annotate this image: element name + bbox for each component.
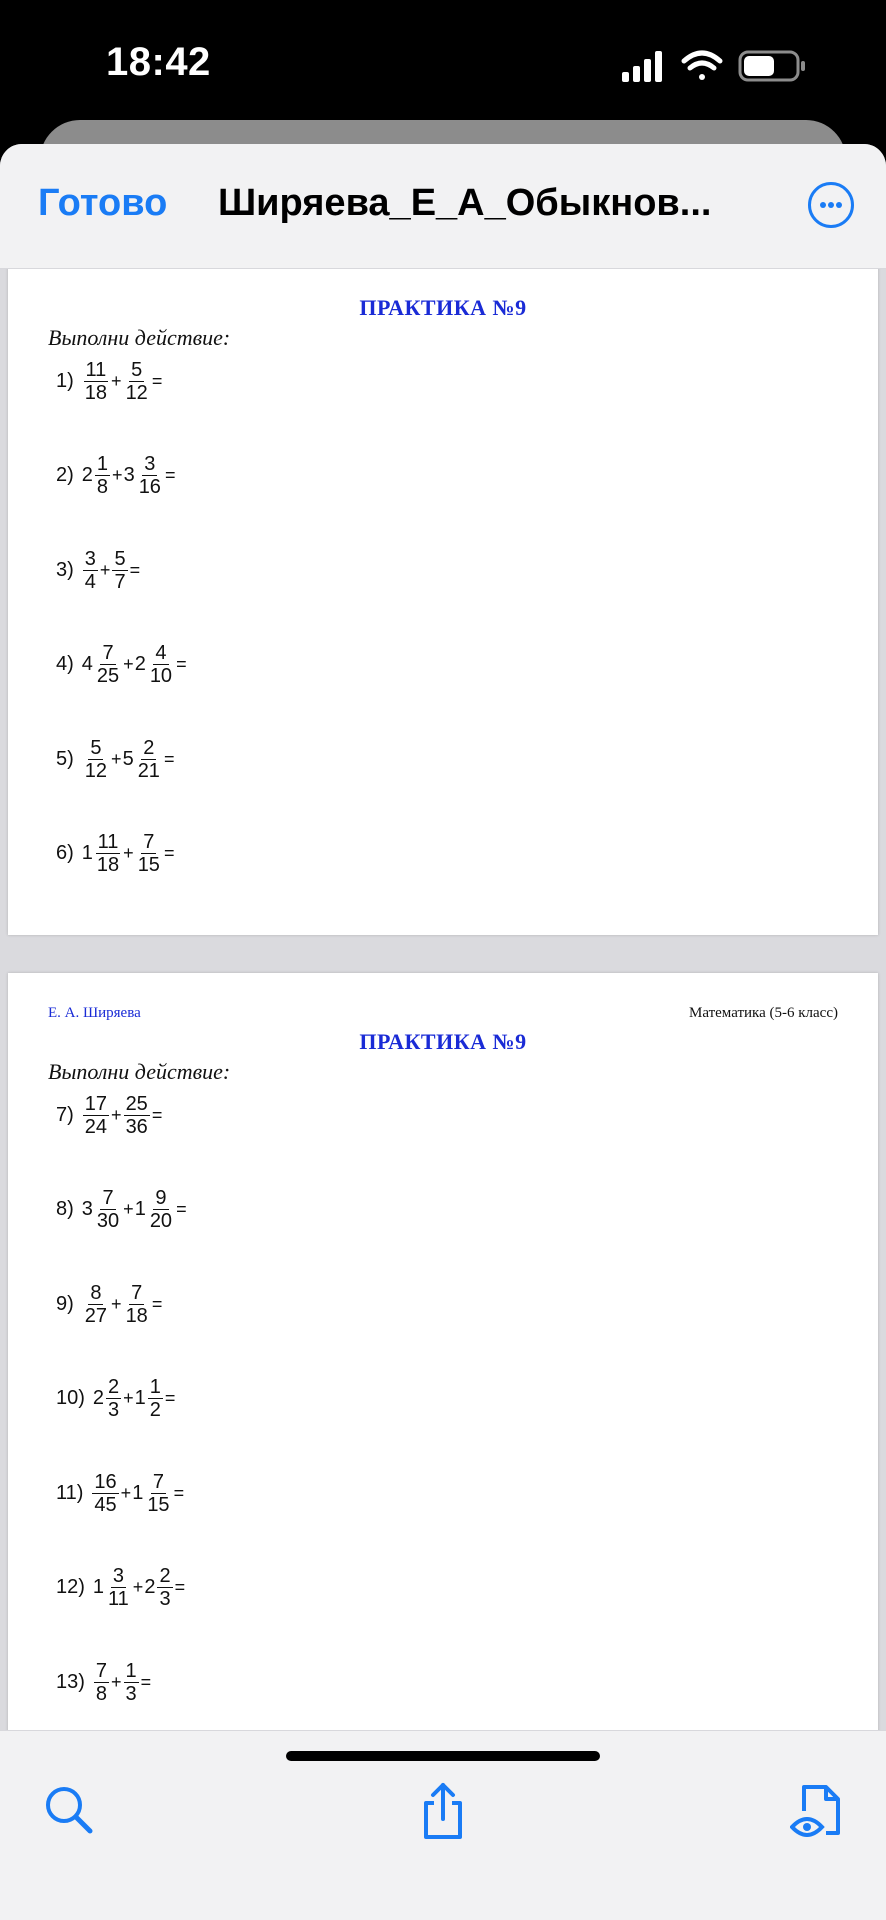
pdf-page-1 bbox=[8, 269, 878, 935]
fraction bbox=[92, 1471, 118, 1516]
fraction bbox=[145, 1471, 171, 1516]
problem-expression bbox=[82, 453, 177, 498]
denominator: 4 bbox=[84, 570, 96, 593]
fraction bbox=[83, 548, 98, 593]
problem-expression bbox=[93, 1376, 177, 1421]
denominator: 24 bbox=[84, 1115, 108, 1138]
document-sheet bbox=[0, 144, 886, 1920]
numerator: 2 bbox=[143, 736, 155, 759]
fraction bbox=[148, 642, 174, 687]
problem-item bbox=[56, 829, 175, 879]
problem-expression bbox=[82, 1282, 164, 1327]
whole-part: 2 bbox=[134, 653, 146, 675]
problem-expression bbox=[82, 359, 164, 404]
problem-number: 3) bbox=[56, 558, 74, 581]
fraction bbox=[124, 1660, 139, 1705]
denominator: 20 bbox=[149, 1210, 173, 1232]
whole-part: 1 bbox=[132, 1481, 144, 1504]
instruction-text: Выполни действие: bbox=[48, 1059, 231, 1084]
denominator: 21 bbox=[137, 759, 160, 782]
numerator: 11 bbox=[85, 358, 107, 381]
plus-operator: + bbox=[123, 654, 134, 674]
fraction bbox=[136, 831, 162, 876]
whole-part: 3 bbox=[123, 464, 135, 486]
whole-part: 2 bbox=[81, 464, 93, 486]
numerator: 7 bbox=[152, 1470, 164, 1493]
fraction bbox=[106, 1376, 121, 1421]
more-options-icon[interactable] bbox=[808, 182, 854, 228]
whole-part: 2 bbox=[144, 1576, 156, 1598]
fraction bbox=[106, 1565, 131, 1610]
problem-number: 9) bbox=[56, 1292, 74, 1315]
numerator: 2 bbox=[159, 1565, 171, 1587]
numerator: 1 bbox=[149, 1376, 161, 1398]
done-button[interactable]: Готово bbox=[38, 182, 168, 224]
problem-number: 7) bbox=[56, 1103, 74, 1126]
numerator: 5 bbox=[90, 736, 102, 759]
problem-number: 12) bbox=[56, 1576, 85, 1598]
fraction bbox=[83, 737, 109, 782]
fraction bbox=[83, 1282, 109, 1327]
problem-number: 2) bbox=[56, 464, 74, 486]
plus-operator: + bbox=[99, 559, 111, 580]
problem-item bbox=[56, 1657, 152, 1707]
denominator: 3 bbox=[125, 1682, 137, 1705]
denominator: 15 bbox=[147, 1493, 170, 1516]
denominator: 12 bbox=[84, 759, 108, 782]
denominator: 27 bbox=[84, 1304, 108, 1327]
whole-part: 1 bbox=[92, 1576, 105, 1598]
battery-icon bbox=[740, 52, 805, 80]
fraction bbox=[137, 453, 163, 498]
fraction bbox=[157, 1565, 172, 1610]
problem-expression bbox=[93, 1660, 152, 1705]
denominator: 10 bbox=[149, 665, 173, 687]
equals-sign: = bbox=[163, 843, 175, 863]
equals-sign: = bbox=[129, 559, 141, 580]
wifi-icon bbox=[684, 53, 720, 80]
numerator: 5 bbox=[114, 547, 126, 570]
equals-sign: = bbox=[151, 1104, 163, 1125]
whole-part: 5 bbox=[122, 747, 134, 770]
numerator: 11 bbox=[97, 831, 119, 853]
status-bar bbox=[0, 0, 886, 130]
denominator: 15 bbox=[137, 854, 160, 876]
numerator: 3 bbox=[84, 547, 96, 570]
instruction-text: Выполни действие: bbox=[48, 325, 231, 350]
denominator: 36 bbox=[125, 1115, 148, 1138]
search-icon[interactable] bbox=[42, 1781, 96, 1841]
numerator: 7 bbox=[102, 642, 114, 664]
status-time: 18:42 bbox=[106, 40, 211, 84]
plus-operator: + bbox=[123, 843, 134, 863]
whole-part: 3 bbox=[81, 1198, 93, 1220]
problem-item bbox=[56, 1374, 176, 1424]
problem-item bbox=[56, 1468, 185, 1518]
practice-title: ПРАКТИКА №9 bbox=[359, 295, 527, 320]
plus-operator: + bbox=[120, 1482, 132, 1503]
denominator: 25 bbox=[96, 665, 120, 687]
author-header: Е. А. Ширяева bbox=[48, 1005, 141, 1021]
fraction bbox=[95, 1187, 121, 1232]
denominator: 16 bbox=[138, 476, 161, 498]
fraction bbox=[83, 359, 109, 404]
numerator: 25 bbox=[125, 1092, 148, 1115]
plus-operator: + bbox=[111, 1293, 122, 1314]
denominator: 18 bbox=[84, 381, 108, 404]
fraction bbox=[124, 1282, 150, 1327]
problem-number: 10) bbox=[56, 1387, 85, 1409]
share-icon[interactable] bbox=[416, 1781, 470, 1841]
numerator: 2 bbox=[108, 1376, 120, 1398]
problem-number: 5) bbox=[56, 747, 74, 770]
equals-sign: = bbox=[140, 1671, 152, 1692]
fraction bbox=[94, 1660, 109, 1705]
plus-operator: + bbox=[111, 370, 122, 391]
problem-expression bbox=[91, 1471, 185, 1516]
denominator: 18 bbox=[125, 1304, 148, 1327]
problem-expression bbox=[82, 548, 141, 593]
denominator: 3 bbox=[159, 1588, 171, 1610]
numerator: 5 bbox=[131, 358, 143, 381]
numerator: 3 bbox=[144, 453, 156, 475]
fraction bbox=[95, 453, 110, 498]
numerator: 8 bbox=[90, 1281, 102, 1304]
document-title: Ширяева_Е_А_Обыкнов... bbox=[218, 182, 712, 224]
status-icons bbox=[622, 48, 812, 84]
denominator: 8 bbox=[96, 476, 109, 498]
numerator: 7 bbox=[131, 1281, 143, 1304]
problem-item bbox=[56, 1279, 163, 1329]
fraction bbox=[124, 359, 150, 404]
fraction bbox=[95, 642, 121, 687]
equals-sign: = bbox=[176, 654, 187, 674]
problem-item bbox=[56, 1563, 186, 1613]
practice-title: ПРАКТИКА №9 bbox=[359, 1029, 527, 1054]
problem-number: 1) bbox=[56, 369, 74, 392]
plus-operator: + bbox=[132, 1577, 144, 1597]
plus-operator: + bbox=[112, 465, 123, 485]
numerator: 16 bbox=[94, 1470, 117, 1493]
numerator: 17 bbox=[84, 1092, 108, 1115]
pdf-page-2 bbox=[8, 973, 878, 1730]
fraction bbox=[83, 1093, 109, 1138]
denominator: 7 bbox=[114, 570, 126, 593]
fraction bbox=[112, 548, 127, 593]
whole-part: 2 bbox=[92, 1387, 105, 1409]
denominator: 8 bbox=[95, 1682, 108, 1705]
problem-number: 8) bbox=[56, 1198, 74, 1220]
denominator: 30 bbox=[96, 1210, 120, 1232]
problem-expression bbox=[93, 1565, 186, 1610]
problem-expression bbox=[82, 1093, 164, 1138]
denominator: 12 bbox=[125, 381, 148, 404]
denominator: 2 bbox=[149, 1399, 161, 1421]
denominator: 18 bbox=[96, 854, 120, 876]
problem-expression bbox=[82, 831, 176, 876]
denominator: 45 bbox=[94, 1493, 117, 1516]
whole-part: 1 bbox=[81, 842, 93, 864]
fraction bbox=[148, 1187, 174, 1232]
equals-sign: = bbox=[176, 1199, 187, 1219]
equals-sign: = bbox=[173, 1482, 185, 1503]
numerator: 7 bbox=[102, 1187, 114, 1209]
fraction bbox=[148, 1376, 163, 1421]
problem-number: 13) bbox=[56, 1670, 85, 1693]
problem-expression bbox=[82, 642, 188, 687]
denominator: 3 bbox=[108, 1399, 120, 1421]
equals-sign: = bbox=[164, 1388, 176, 1408]
denominator: 11 bbox=[108, 1588, 129, 1610]
whole-part: 1 bbox=[134, 1198, 146, 1220]
problem-number: 4) bbox=[56, 653, 74, 675]
problem-item bbox=[56, 356, 163, 406]
numerator: 7 bbox=[95, 1659, 108, 1682]
numerator: 4 bbox=[155, 642, 167, 664]
numerator: 7 bbox=[143, 831, 155, 853]
plus-operator: + bbox=[111, 748, 122, 769]
problem-item bbox=[56, 640, 188, 690]
problem-number: 6) bbox=[56, 842, 74, 864]
problem-expression bbox=[82, 737, 176, 782]
equals-sign: = bbox=[164, 465, 176, 485]
plus-operator: + bbox=[123, 1388, 134, 1408]
numerator: 1 bbox=[125, 1659, 137, 1682]
plus-operator: + bbox=[111, 1671, 122, 1692]
whole-part: 4 bbox=[81, 653, 93, 675]
problem-item bbox=[56, 545, 141, 595]
problem-item bbox=[56, 734, 175, 784]
problem-number: 11) bbox=[56, 1481, 84, 1504]
numerator: 3 bbox=[112, 1565, 124, 1587]
fraction bbox=[124, 1093, 150, 1138]
numerator: 9 bbox=[155, 1187, 167, 1209]
problem-item bbox=[56, 451, 176, 501]
document-view[interactable] bbox=[0, 269, 886, 1730]
numerator: 1 bbox=[96, 453, 109, 475]
fraction bbox=[95, 831, 121, 876]
problem-item bbox=[56, 1185, 188, 1235]
problem-item bbox=[56, 1090, 163, 1140]
equals-sign: = bbox=[151, 1293, 163, 1314]
equals-sign: = bbox=[163, 748, 175, 769]
fraction bbox=[136, 737, 162, 782]
equals-sign: = bbox=[151, 370, 163, 391]
plus-operator: + bbox=[123, 1199, 134, 1219]
home-indicator[interactable] bbox=[286, 1751, 600, 1761]
problem-expression bbox=[82, 1187, 188, 1232]
nav-bar bbox=[0, 144, 886, 269]
whole-part: 1 bbox=[134, 1387, 146, 1409]
document-view-icon[interactable] bbox=[790, 1781, 844, 1841]
equals-sign: = bbox=[174, 1577, 186, 1597]
subject-header: Математика (5-6 класс) bbox=[688, 1005, 838, 1021]
plus-operator: + bbox=[111, 1104, 122, 1125]
cellular-signal-icon bbox=[622, 51, 662, 82]
